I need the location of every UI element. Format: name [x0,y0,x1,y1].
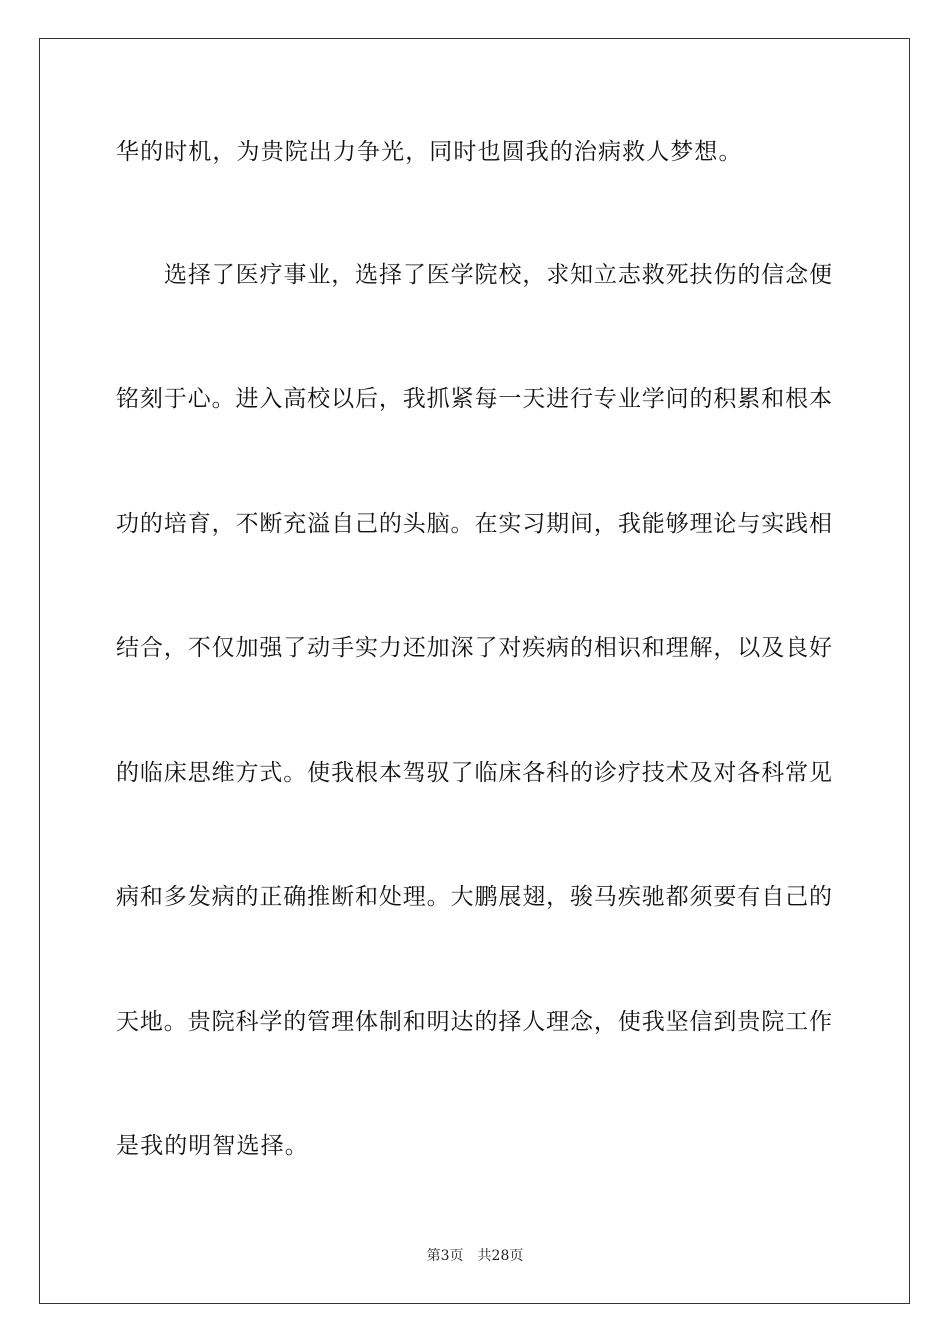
page-number: 第3页 [426,1248,464,1264]
text-line-3: 铭刻于心。进入高校以后，我抓紧每一天进行专业学问的积累和根本 [116,386,832,412]
text-line-6: 的临床思维方式。使我根本驾驭了临床各科的诊疗技术及对各科常见 [116,760,832,786]
text-line-7: 病和多发病的正确推断和处理。大鹏展翅，骏马疾驰都须要有自己的 [116,884,832,910]
text-line-5: 结合，不仅加强了动手实力还加深了对疾病的相识和理解，以及良好 [116,635,832,661]
text-line-4: 功的培育，不断充溢自己的头脑。在实习期间，我能够理论与实践相 [116,511,832,537]
text-line-1: 华的时机，为贵院出力争光，同时也圆我的治病救人梦想。 [116,139,743,165]
page-total: 共28页 [477,1248,524,1264]
text-line-9: 是我的明智选择。 [116,1133,309,1159]
page-border [39,38,910,1304]
text-line-2: 选择了医疗事业，选择了医学院校，求知立志救死扶伤的信念便 [164,262,832,288]
page-footer [0,1246,950,1266]
text-line-8: 天地。贵院科学的管理体制和明达的择人理念，使我坚信到贵院工作 [116,1009,832,1035]
